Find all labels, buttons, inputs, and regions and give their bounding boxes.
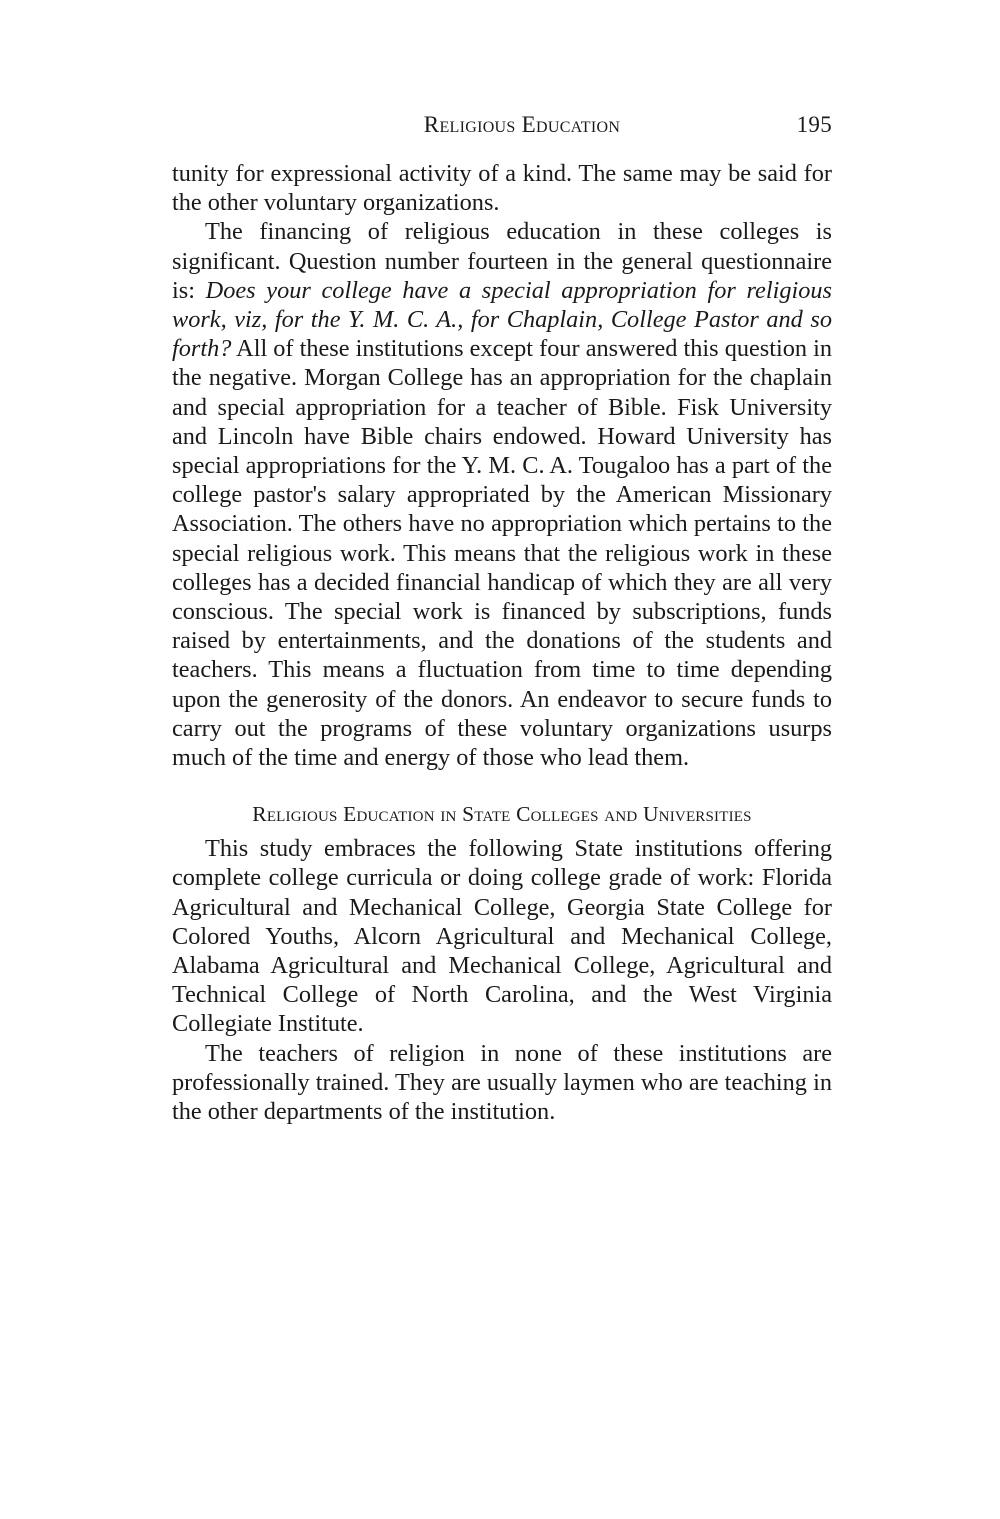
paragraph-financing xyxy=(172,217,832,772)
paragraph-financing-intro: The financing of religious education in these colleges is significant. Question number fourteen in the general questionnaire is: xyxy=(172,218,832,304)
running-title: Religious Education xyxy=(423,112,621,137)
page-number: 195 xyxy=(796,112,832,137)
book-page xyxy=(172,108,832,1126)
paragraph-state-institutions: This study embraces the following State institutions offering complete college curricula or doing college grade of work: Florida Agricultural and Mechanical College, Georgia State College for Colored Youths, Alcorn Agricultural and Mechanical College, Alabama Agricultural and Mechanical College, Agricultural and Technical College of North Carolina, and the West Virginia Collegiate Institute. xyxy=(172,835,832,1038)
paragraph-continued: tunity for expressional activity of a kind. The same may be said for the other voluntary organizations. xyxy=(172,160,832,217)
paragraph-financing-body: All of these institutions except four answered this question in the negative. Morgan College has an appropriation for the chaplain and special appropriation for a teacher of Bible. Fisk University and Lincoln have Bible chairs endowed. Howard University has special appropriations for the Y. M. C. A. Tougaloo has a part of the college pastor's salary appropriated by the American Missionary Association. The others have no appropriation which pertains to the special religious work. This means that the religious work in these colleges has a decided financial handicap of which they are all very conscious. The special work is financed by subscriptions, funds raised by entertainments, and the donations of the students and teachers. This means a fluctuation from time to time depending upon the generosity of the donors. An endeavor to secure funds to carry out the programs of these voluntary organizations usurps much of the time and energy of those who lead them. xyxy=(172,335,832,772)
questionnaire-question: Does your college have a special appropriation for religious work, viz, for the Y. M. C. A., for Chaplain, College Pastor and so forth? xyxy=(172,276,832,363)
running-head xyxy=(172,108,832,144)
paragraph-teachers: The teachers of religion in none of these institutions are professionally trained. They are usually laymen who are teaching in the other departments of the institution. xyxy=(172,1039,832,1126)
section-heading: Religious Education in State Colleges and Universities xyxy=(252,802,752,827)
